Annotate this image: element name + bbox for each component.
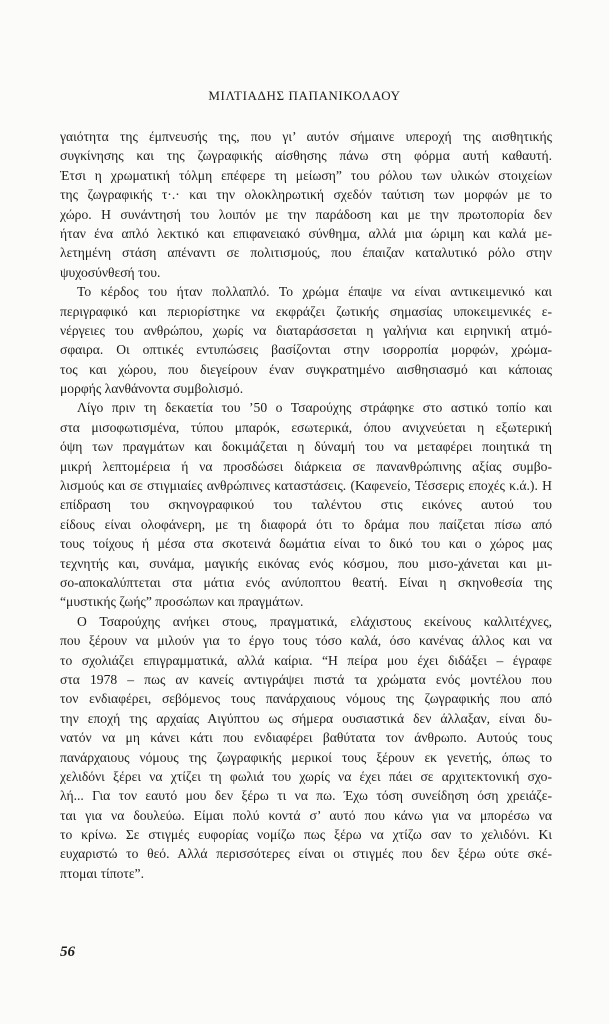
text-line: την εποχή της αρχαίας Αιγύπτου ως σήμερα ουσιαστικά δεν άλλαξαν, είναι δυ- — [60, 710, 552, 726]
text-line: Το κέρδος του ήταν πολλαπλό. Το χρώμα έπαψε να είναι αντικειμενικό και — [77, 284, 552, 300]
text-line: ευχαριστώ το θεό. Αλλά περισσότερες είναι οι στιγμές που δεν ξέρω ούτε σκέ- — [60, 846, 552, 862]
text-line: μορφής λανθάνοντα συμβολισμό. — [60, 381, 244, 397]
text-line: τεχνητής και, συνάμα, μαγικής εικόνας ενός κόσμου, που μισο-χάνεται και μι- — [60, 555, 552, 571]
text-line: “μυστικής ζωής” προσώπων και πραγμάτων. — [60, 594, 304, 610]
text-line: χώρο. Η συνάντησή του λοιπόν με την παράδοση και με την πρωτοπορία δεν — [60, 206, 552, 222]
text-line: ται για να δουλεύω. Είμαι πολύ κοντά σ’ αυτό που κάνω για να μπορέσω να — [60, 807, 552, 823]
text-line: το σχολιάζει επιγραμματικά, αλλά καίρια. “Η πείρα μου έχει διδάξει – έγραφε — [60, 652, 552, 668]
text-line: το κρίνω. Σε στιγμές ευφορίας νομίζω πως ξέρω να χτίζω σαν το χελιδόνι. Κι — [60, 827, 552, 843]
text-line: περιγραφικό και περιορίστηκε να εκφράζει ζωτικής σημασίας υποκειμενικές ε- — [60, 303, 552, 319]
text-line: χελιδόνι ξέρει να χτίζει τη φωλιά του χωρίς να έχει πάει σε αρχιτεκτονική σχο- — [60, 768, 552, 784]
text-line: νατόν να μη κάνει κάτι που ενδιαφέρει βαθύτατα τον άνθρωπο. Αυτούς τους — [60, 730, 552, 746]
text-line: μικρή λεπτομέρεια ή να προσδώσει διάρκεια σε πανανθρώπινης αξίας συμβο- — [60, 458, 552, 474]
text-line: όψη των πραγμάτων και δοκιμάζεται η δύναμή του να μεταφέρει ποιητικά τη — [60, 439, 552, 455]
text-line: ήταν ένα απλό λεκτικό και επιφανειακό σύνθημα, αλλά μια ώριμη και καλά με- — [60, 225, 552, 241]
text-line: ψυχοσύνθεσή του. — [60, 264, 161, 280]
text-line: τον ενδιαφέρει, σεβόμενος τους πανάρχαιους νόμους της ζωγραφικής που από — [60, 691, 552, 707]
text-line: της ζωγραφικής τ·.· και την ολοκληρωτική σχεδόν ταύτιση των μορφών με το — [60, 187, 552, 203]
text-line: λή... Για τον εαυτό μου δεν ξέρω τι να πω. Έχω τόση συνείδηση όση χρειάζε- — [60, 788, 552, 804]
text-line: πανάρχαιους νόμους της ζωγραφικής μερικοί τους ξέρουν εκ γενετής, όπως το — [60, 749, 552, 765]
text-line: που ξέρουν να μιλούν για το έργο τους τόσο καλά, όσο κανένας άλλος και να — [60, 633, 552, 649]
text-line: Λίγο πριν τη δεκαετία του ’50 ο Τσαρούχης στράφηκε στο αστικό τοπίο και — [77, 400, 552, 416]
text-line: τους τοίχους ή μέσα στα σκοτεινά δωμάτια είναι το δικό του και ο χώρος μας — [60, 536, 552, 552]
text-line: τος και χώρου, που διεγείρουν έναν συγκρατημένο αισθησιασμό και κάποιας — [60, 361, 552, 377]
text-line: Ο Τσαρούχης ανήκει στους, πραγματικά, ελάχιστους εκείνους καλλιτέχνες, — [77, 613, 552, 629]
text-line: Έτσι η χρωματική τόλμη επέφερε τη μείωση” του ρόλου των υλικών στοιχείων — [60, 167, 552, 183]
text-line: σφαιρα. Οι οπτικές εντυπώσεις βασίζονται στην ισορροπία μορφών, χρώμα- — [60, 342, 552, 358]
text-line: λετημένη στάση απέναντι σε πολιτισμούς, που έπαιζαν καταλυτικό ρόλο στην — [60, 245, 552, 261]
text-line: πτομαι τίποτε”. — [60, 865, 144, 881]
text-line: στα 1978 – πως αν κανείς αντιγράψει πιστά τα χρώματα ενός μοντέλου που — [60, 671, 552, 687]
text-line: συγκίνησης και της ζωγραφικής αίσθησης πάνω στη φόρμα αυτή καθαυτή. — [60, 148, 552, 164]
text-line: σο-αποκαλύπτεται στα μάτια ενός ανύποπτου θεατή. Είναι η σκηνοθεσία της — [60, 575, 552, 590]
text-line: στα μισοφωτισμένα, τύπου μπαρόκ, εσωτερικά, όπου ανιχνεύεται η εξωτερική — [60, 419, 552, 435]
text-line: νέργειες του ανθρώπου, χωρίς να διαταράσσεται η γαλήνια και ειρηνική ατμό- — [60, 322, 552, 338]
text-line: λισμούς και σε στιγμιαίες ανθρώπινες καταστάσεις. (Καφενείο, Τέσσερις εποχές κ.ά.). Η επίδραση του σκηνογραφικού του ταλέντου στις εικόνες αυτού του — [60, 478, 552, 513]
text-line: γαιότητα της έμπνευσής της, που γι’ αυτόν σήμαινε υπεροχή της αισθητικής — [60, 129, 552, 144]
text-line: είδους είναι ολοφάνερη, με τη διαφορά ότι το δράμα που παίζεται πίσω από — [60, 516, 552, 532]
page-number: 56 — [60, 944, 75, 960]
running-head: ΜΙΛΤΙΑΔΗΣ ΠΑΠΑΝΙΚΟΛΑΟΥ — [208, 88, 401, 103]
body-text — [60, 127, 552, 883]
